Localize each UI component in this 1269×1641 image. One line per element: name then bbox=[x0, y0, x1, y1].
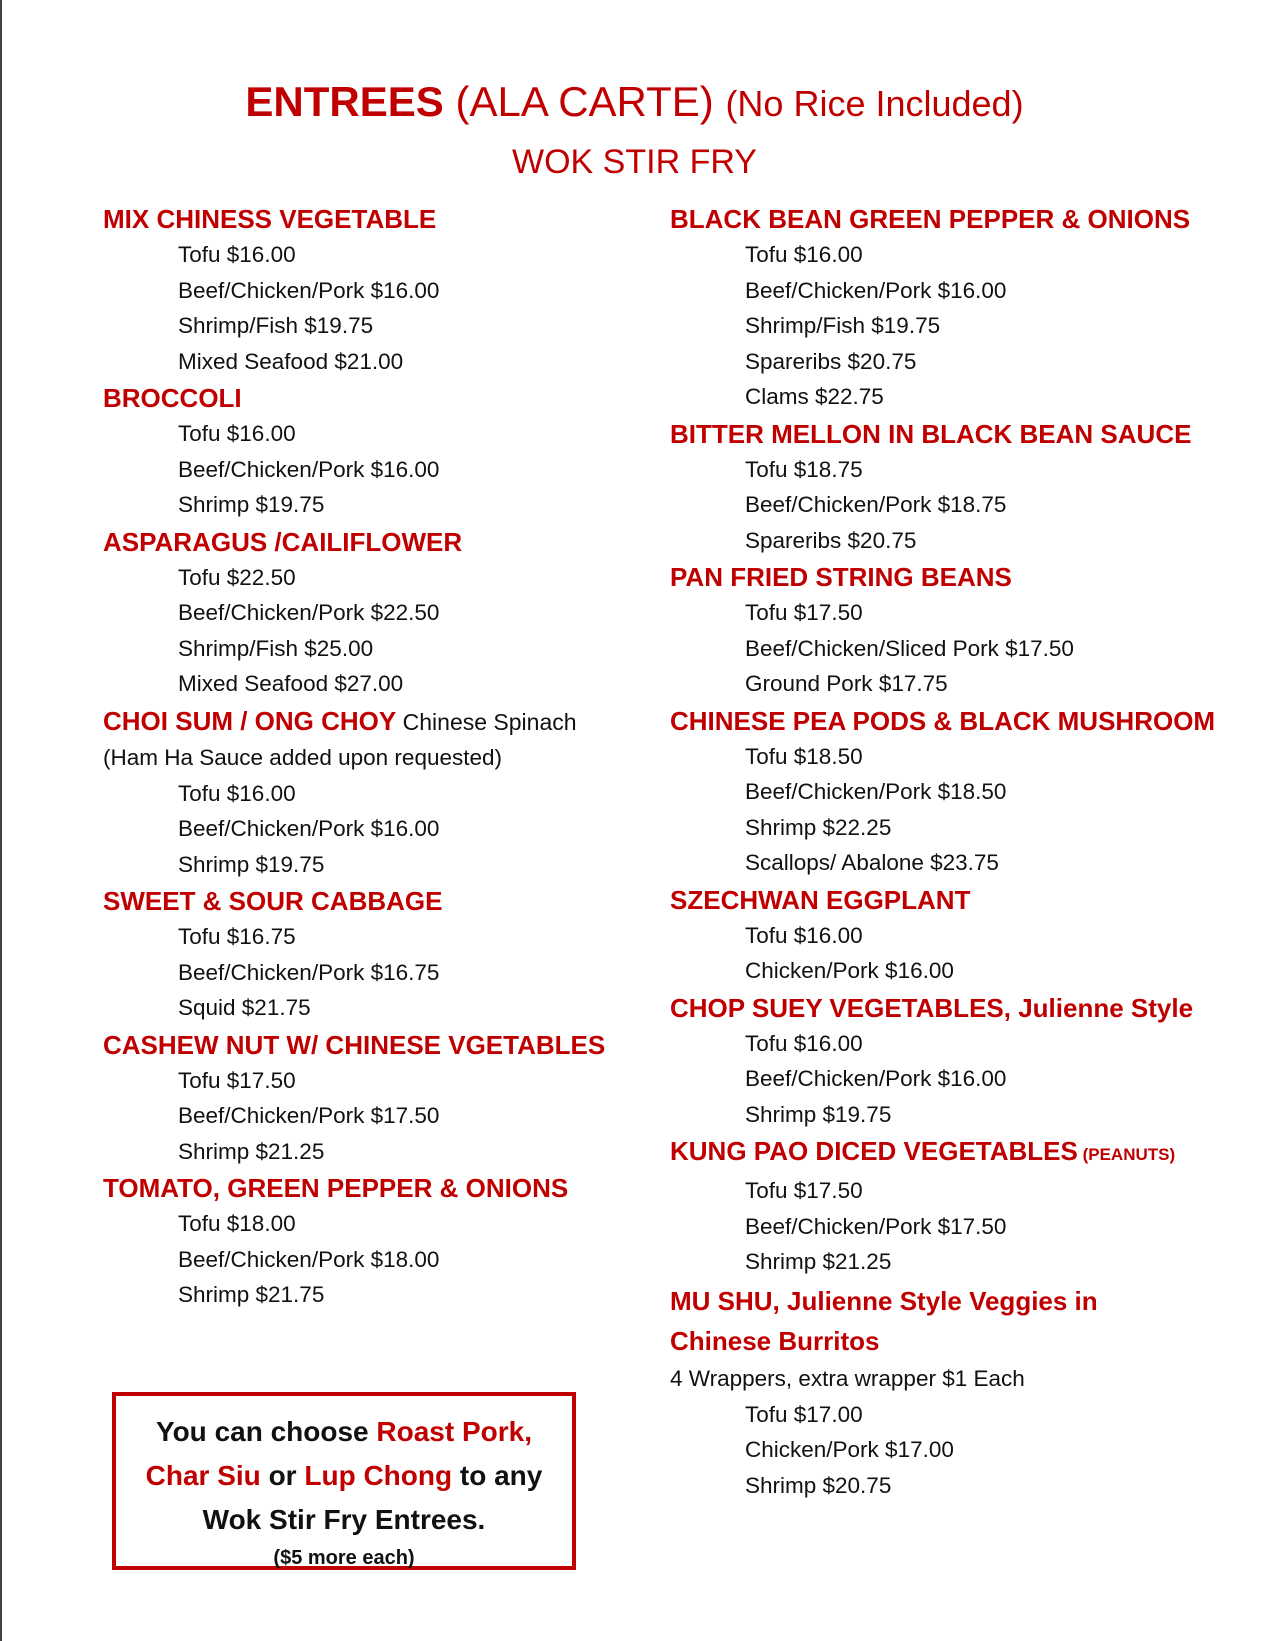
menu-item-price: Beef/Chicken/Pork $17.50 bbox=[178, 1103, 440, 1128]
menu-section bbox=[103, 201, 623, 379]
section-title-text: BROCCOLI bbox=[103, 383, 242, 413]
section-title-text: CHINESE PEA PODS & BLACK MUSHROOM bbox=[670, 705, 1216, 736]
section-description: 4 Wrappers, extra wrapper $1 Each bbox=[670, 1365, 1025, 1391]
menu-item-price: Beef/Chicken/Pork $16.00 bbox=[178, 456, 440, 482]
promo-line-3: Wok Stir Fry Entrees. bbox=[202, 1504, 486, 1535]
section-title-text: SWEET & SOUR CABBAGE bbox=[103, 886, 443, 916]
menu-section bbox=[670, 1133, 1190, 1280]
section-title-text: BLACK BEAN GREEN PEPPER & ONIONS bbox=[670, 204, 1191, 234]
section-title bbox=[670, 416, 1190, 452]
menu-item-price: Chicken/Pork $16.00 bbox=[745, 958, 954, 983]
menu-item-price: Tofu $22.50 bbox=[178, 564, 296, 590]
section-description: (Ham Ha Sauce added upon requested) bbox=[103, 744, 503, 770]
promo-highlight: Roast Pork, bbox=[376, 1416, 533, 1447]
menu-item-price: Tofu $18.50 bbox=[745, 743, 863, 769]
section-title-text: ASPARAGUS /CAILIFLOWER bbox=[103, 526, 463, 557]
menu-item-price: Beef/Chicken/Pork $16.00 bbox=[178, 277, 440, 303]
section-title bbox=[103, 380, 623, 416]
menu-item-price: Tofu $16.00 bbox=[178, 242, 296, 267]
page-subtitle: WOK STIR FRY bbox=[512, 143, 757, 181]
promo-highlight: Char Siu bbox=[145, 1460, 261, 1491]
menu-section bbox=[670, 201, 1190, 415]
menu-item-price: Beef/Chicken/Pork $16.00 bbox=[745, 1066, 1007, 1091]
promo-text: You can choose bbox=[155, 1416, 377, 1447]
menu-item-price: Beef/Chicken/Pork $16.00 bbox=[745, 277, 1007, 303]
section-title bbox=[670, 1281, 1190, 1361]
menu-item-price: Beef/Chicken/Pork $18.00 bbox=[178, 1246, 440, 1272]
menu-item-price: Tofu $17.00 bbox=[745, 1401, 863, 1427]
section-title bbox=[103, 1170, 623, 1206]
left-menu-column bbox=[103, 200, 623, 1313]
section-title-text: MU SHU, Julienne Style Veggies in Chinese Burritos bbox=[670, 1285, 1098, 1356]
menu-item-price: Tofu $17.50 bbox=[745, 600, 863, 625]
menu-item-price: Tofu $16.00 bbox=[745, 922, 863, 948]
menu-item-price: Tofu $16.00 bbox=[745, 242, 863, 267]
menu-item-price: Shrimp $20.75 bbox=[745, 1472, 892, 1498]
section-title-text: TOMATO, GREEN PEPPER & ONIONS bbox=[103, 1173, 569, 1203]
menu-item-price: Chicken/Pork $17.00 bbox=[745, 1437, 954, 1462]
section-title-note: Chinese Spinach bbox=[396, 708, 577, 735]
menu-item-price: Ground Pork $17.75 bbox=[745, 671, 948, 696]
section-title bbox=[670, 1133, 1190, 1173]
promo-highlight: Lup Chong bbox=[304, 1460, 453, 1491]
menu-item-price: Squid $21.75 bbox=[178, 995, 311, 1020]
section-title-text: MIX CHINESS VEGETABLE bbox=[103, 204, 437, 234]
menu-item-price: Shrimp $19.75 bbox=[745, 1101, 892, 1127]
menu-item-price: Shrimp $22.25 bbox=[745, 814, 892, 840]
menu-item-price: Beef/Chicken/Sliced Pork $17.50 bbox=[745, 635, 1074, 661]
section-title-text: SZECHWAN EGGPLANT bbox=[670, 884, 971, 915]
section-title bbox=[103, 524, 623, 560]
title-note: (No Rice Included) bbox=[725, 83, 1024, 124]
menu-section bbox=[103, 380, 623, 523]
section-title-text: PAN FRIED STRING BEANS bbox=[670, 562, 1012, 592]
promo-text: to any bbox=[452, 1460, 543, 1491]
section-title-tag: (PEANUTS) bbox=[1077, 1145, 1176, 1164]
menu-item-price: Shrimp/Fish $19.75 bbox=[745, 313, 941, 338]
menu-item-price: Beef/Chicken/Pork $18.50 bbox=[745, 779, 1007, 804]
menu-section bbox=[670, 559, 1190, 702]
menu-item-price: Shrimp $19.75 bbox=[178, 851, 325, 877]
section-title bbox=[670, 990, 1194, 1026]
menu-item-price: Shrimp $21.25 bbox=[745, 1249, 892, 1274]
menu-item-price: Shrimp $19.75 bbox=[178, 492, 325, 517]
right-menu-column bbox=[670, 200, 1216, 1503]
menu-section bbox=[103, 524, 623, 702]
page-title bbox=[0, 78, 1269, 126]
promo-line-4: ($5 more each) bbox=[273, 1547, 415, 1569]
menu-item-price: Mixed Seafood $27.00 bbox=[178, 671, 404, 696]
page-left-border bbox=[0, 0, 2, 1641]
menu-item-price: Clams $22.75 bbox=[745, 384, 884, 409]
menu-item-price: Spareribs $20.75 bbox=[745, 348, 917, 374]
section-title bbox=[670, 559, 1190, 595]
menu-item-price: Shrimp/Fish $19.75 bbox=[178, 313, 374, 338]
menu-item-price: Shrimp $21.75 bbox=[178, 1282, 325, 1307]
section-title bbox=[103, 201, 623, 237]
title-mid: (ALA CARTE) bbox=[443, 78, 726, 125]
menu-item-price: Shrimp $21.25 bbox=[178, 1138, 325, 1164]
menu-item-price: Beef/Chicken/Pork $22.50 bbox=[178, 600, 440, 625]
section-title bbox=[103, 883, 623, 919]
section-title bbox=[103, 703, 623, 740]
section-title bbox=[670, 882, 1190, 918]
section-title-text: BITTER MELLON IN BLACK BEAN SAUCE bbox=[670, 418, 1192, 449]
menu-item-price: Tofu $17.50 bbox=[745, 1178, 863, 1203]
menu-item-price: Scallops/ Abalone $23.75 bbox=[745, 850, 999, 875]
menu-item-price: Tofu $16.00 bbox=[178, 421, 296, 446]
menu-section bbox=[670, 990, 1194, 1133]
menu-section bbox=[670, 703, 1216, 881]
menu-item-price: Tofu $16.75 bbox=[178, 924, 296, 949]
menu-item-price: Mixed Seafood $21.00 bbox=[178, 348, 404, 374]
section-title-text: KUNG PAO DICED VEGETABLES bbox=[670, 1136, 1078, 1166]
menu-item-price: Beef/Chicken/Pork $16.00 bbox=[178, 816, 440, 841]
section-title-text: CASHEW NUT W/ CHINESE VGETABLES bbox=[103, 1029, 606, 1060]
menu-item-price: Beef/Chicken/Pork $17.50 bbox=[745, 1213, 1007, 1239]
section-title bbox=[670, 201, 1190, 237]
menu-item-price: Tofu $17.50 bbox=[178, 1067, 296, 1093]
menu-item-price: Tofu $16.00 bbox=[178, 780, 296, 806]
promo-line-2 bbox=[116, 1454, 572, 1498]
section-title-text: CHOI SUM / ONG CHOY bbox=[103, 705, 397, 736]
section-title bbox=[670, 703, 1216, 739]
menu-section bbox=[670, 882, 1190, 989]
title-bold: ENTREES bbox=[245, 78, 444, 125]
menu-section bbox=[103, 1170, 623, 1313]
menu-section bbox=[103, 703, 623, 883]
menu-section bbox=[103, 1027, 623, 1170]
menu-item-price: Beef/Chicken/Pork $18.75 bbox=[745, 492, 1007, 517]
section-title bbox=[103, 1027, 623, 1063]
menu-item-price: Spareribs $20.75 bbox=[745, 527, 917, 553]
menu-item-price: Beef/Chicken/Pork $16.75 bbox=[178, 959, 440, 985]
menu-section bbox=[670, 416, 1190, 559]
section-title-text: CHOP SUEY VEGETABLES, Julienne Style bbox=[670, 992, 1194, 1023]
menu-section bbox=[103, 883, 623, 1026]
menu-item-price: Tofu $18.00 bbox=[178, 1211, 296, 1236]
promo-line-1 bbox=[116, 1410, 572, 1454]
promo-text: or bbox=[260, 1460, 305, 1491]
menu-item-price: Tofu $18.75 bbox=[745, 456, 863, 482]
promo-box bbox=[112, 1392, 576, 1570]
menu-section bbox=[670, 1281, 1190, 1504]
menu-item-price: Shrimp/Fish $25.00 bbox=[178, 635, 374, 661]
menu-item-price: Tofu $16.00 bbox=[745, 1030, 863, 1056]
